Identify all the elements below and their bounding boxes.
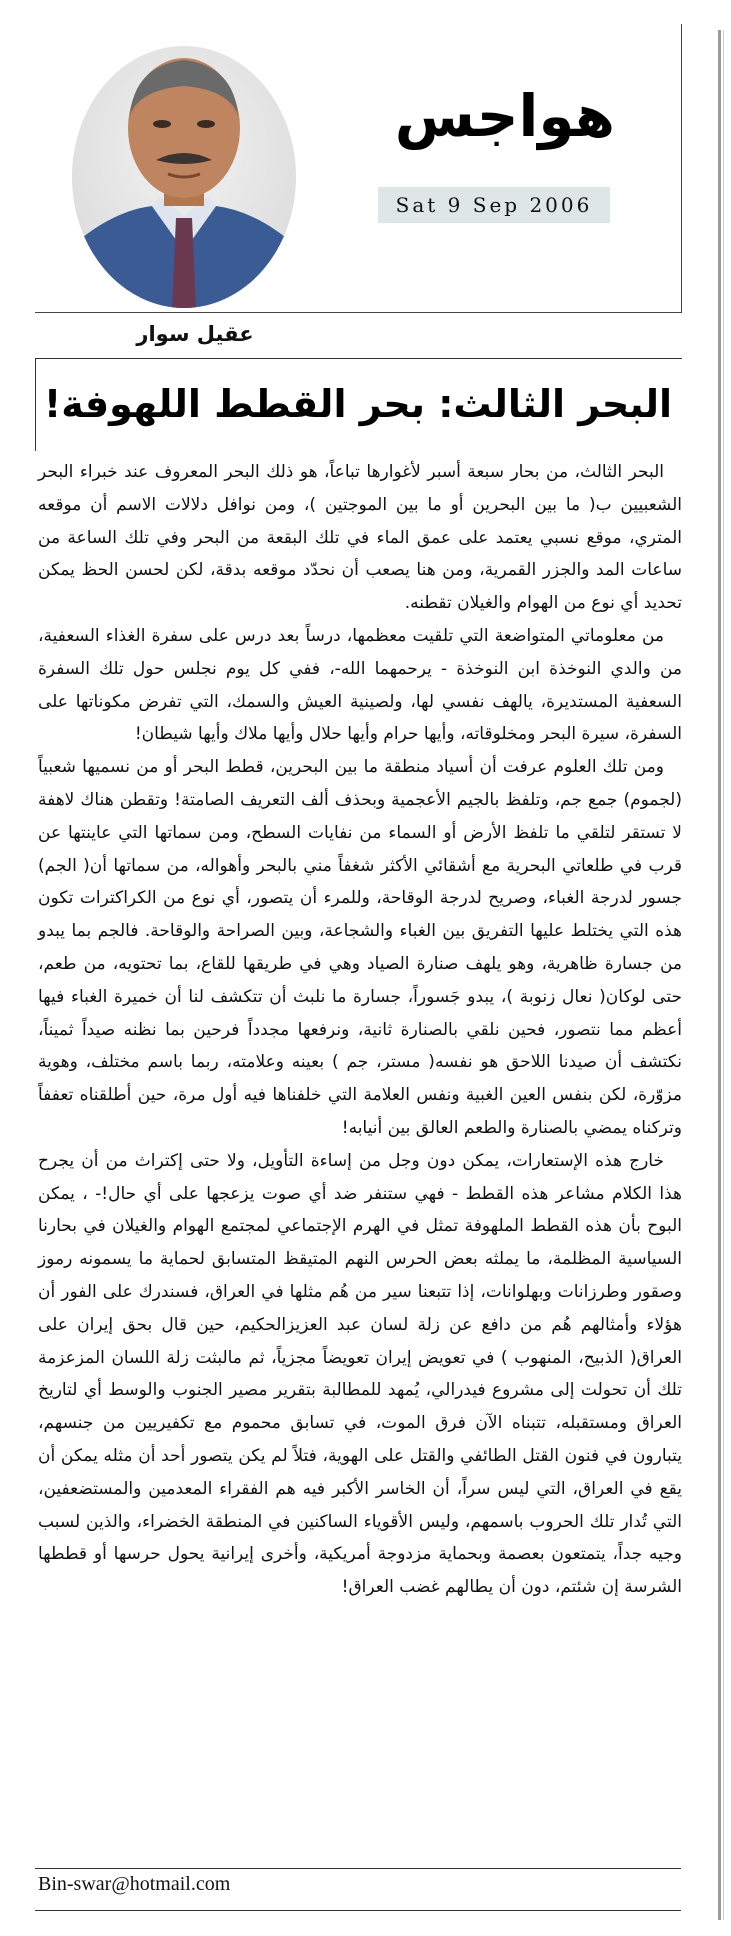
column-title: هواجس [394, 82, 615, 150]
author-name: عقيل سوار [136, 322, 254, 346]
publish-date: Sat 9 Sep 2006 [395, 193, 593, 217]
article-headline: البحر الثالث: بحر القطط اللهوفة! [43, 382, 673, 426]
page-edge-rule [718, 30, 721, 1920]
article-paragraph: البحر الثالث، من بحار سبعة أسبر لأغوارها تباعاً، هو ذلك البحر المعروف عند خبراء البحر الشعبيين ب( ما بين البحرين أو ما بين الموجتين )، ومن نوافل دلالات الاسم أن موقعه المتري، موقع نسبي يعتمد على عمق الماء في تلك البقعة من البحر وفي تلك الساعة من ساعات المد والجزر القمرية، ومن هنا يصعب أن نحدّد موقعه بدقة، لكن لحسن الحظ يمكن تحديد أي نوع من الهوام والغيلان تقطنه. [38, 462, 682, 614]
article-body [38, 456, 682, 1604]
footer-rule-bottom [35, 1910, 681, 1911]
author-portrait [72, 46, 296, 308]
article-paragraph: خارج هذه الإستعارات، يمكن دون وجل من إساءة التأويل، ولا حتى إكتراث من أن يجرح هذا الكلام مشاعر هذه القطط - فهي ستنفر ضد أي صوت يزعجها على أي حال!- ، يمكن البوح بأن هذه القطط الملهوفة تمثل في الهرم الإجتماعي لمجتمع الهوام والغيلان في بحارنا السياسية المظلمة، ما يملثه بعض الحرس النهم المتيقظ المتسابق لحماية ما يسمونه رموز وصقور وطرزانات وبهلوانات، إذا تتبعنا سير من هُم مثلها في العراق، فسندرك على الفور أن هؤلاء وأمثالهم هُم من دافع عن زلة لسان عبد العزيزالحكيم، حين قال بحق إيران على العراق( الذبيح، المنهوب ) في تعويض إيران تعويضاً مجزياً، ثم مالبثت زلة اللسان المزعزمة تلك أن تحولت إلى مشروع فيدرالي، يُمهد للمطالبة بتقرير مصير الجنوب والوسط أي لتاريخ العراق ومستقبله، تتبناه الآن فرق الموت، في تسابق محموم مع تكفيريين من جنسهم، يتبارون في فنون القتل الطائفي والقتل على الهوية، فتلاً لم يكن يتصور أحد أن مثله يمكن أن يقع في العراق، التي ليس سراً، أن الخاسر الأكبر فيه هم الفقراء المعدمين والمستضعفين، التي تُدار تلك الحروب باسمهم، وليس الأقوياء الساكنين في المنطقة الخضراء، والذين لسبب وجيه جداً، يتمتعون بعصمة وبحماية مزدوجة أمريكية، وأخرى إيرانية يحول حرسها أو قططها الشرسة إن شئتم، دون أن يطالهم غضب العراق! [38, 1150, 682, 1598]
article-paragraph: ومن تلك العلوم عرفت أن أسياد منطقة ما بين البحرين، قطط البحر أو من نسميها شعبياً (لجموم) جمع جم، وتلفظ بالجيم الأعجمية وبحذف ألف التعريف الصامتة! وتقطن هناك لاهفة لا تستقر لتلقي ما تلفظ الأرض أو السماء من نفايات السطح، ومن سماتها التي عاينتها عن قرب في طلعاتي البحرية مع أشقائي الأكثر شغفاً مني بالبحر وأهواله، من سماتها أن( الجم) جسور لدرجة الغباء، وصريح لدرجة الوقاحة، وللمرء أن يتصور، أي نوع من الكراكترات تكون هذه التي يختلط عليها التفريق بين الغباء والشجاعة، وبين الصراحة والوقاحة. فالجم بما يبدو من جسارة ظاهرية، وهو يلهف صنارة الصياد وهي في طريقها للقاع، بما تحتويه، من طعم، حتى لوكان( نعال زنوبة )، يبدو جَسوراً، جسارة ما نلبث أن تتكشف لنا أن خميرة الغباء فيها أعظم مما نتصور، فحين نلقي بالصنارة ثانية، ونرفعها مجدداً فرحين بما نظنه صيداً ثميناً، نكتشف أن صيدنا اللاحق هو نفسه( مستر، جم ) بعينه وعلامته، ربما باسم مختلف، وهوية مزوّرة، لكن بنفس العين الغبية ونفس العلامة التي خلفناها فيه أول مرة، حين أطلقناه تعففاً وتركناه يمضي بالصنارة والطعم العالق بين أنيابه! [38, 757, 682, 1138]
article-paragraph: من معلوماتي المتواضعة التي تلقيت معظمها، درساً بعد درس على سفرة الغذاء السعفية، من والدي النوخذة ابن النوخذة - يرحمهما الله-، ففي كل يوم نجلس حول تلك السفرة السعفية المستديرة، يالهف نفسي لها، ولصينية العيش والسمك، التي تفرض مكوناتها على السفرة، سيرة البحر ومخلوقاته، وأيها حرام وأيها حلال وأيها ملاك وأيها شيطان! [38, 625, 682, 745]
date-badge [378, 187, 610, 223]
footer-rule-top [35, 1868, 681, 1869]
page-edge-rule-inner [723, 30, 724, 1920]
author-email: Bin-swar@hotmail.com [38, 1873, 231, 1895]
